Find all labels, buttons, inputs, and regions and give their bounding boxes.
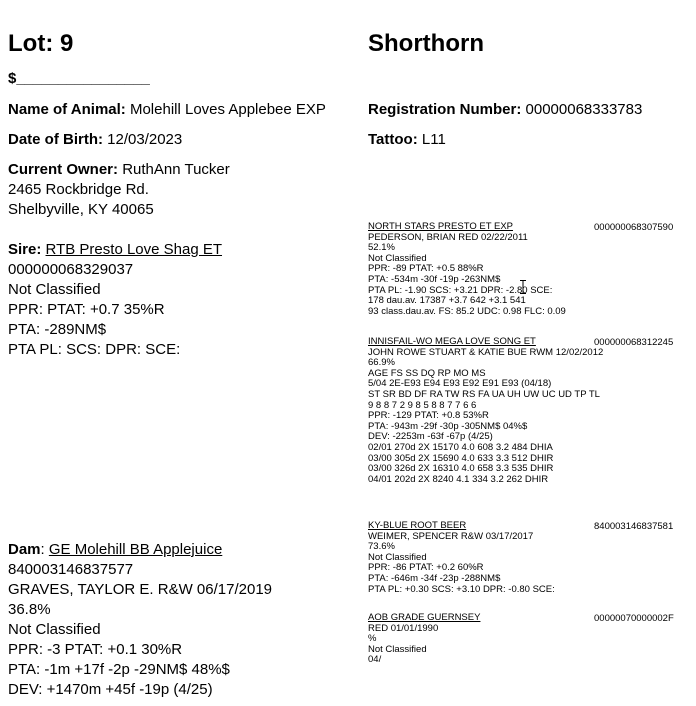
sire-dam-block [368,337,603,485]
dam-sire-line: Not Classified [368,551,427,563]
dam-dam-line: 04/ [368,654,382,666]
dob-label: Date of Birth: [8,131,103,148]
owner-block [8,160,230,220]
animal-name-label: Name of Animal: [8,101,126,118]
dam-label: Dam [8,541,41,558]
dam-block: Dam: GE Molehill BB Applejuice 840003146837577 GRAVES, TAYLOR E. R&W 06/17/2019 36.8% Not Classified PPR: -3 PTAT: +0.1 30%R PTA: -1m +17f -2p -29NM$ 48%$ DEV: +1470m +45f -19p (4/25) [8,541,273,698]
sire-dam-line: PTA: -943m -29f -30p -305NM$ 04%$ [368,420,528,432]
registration-label: Registration Number: [368,101,522,118]
sire-name: RTB Presto Love Shag ET [45,241,223,258]
sire-dam-line: 5/04 2E-E93 E94 E93 E92 E91 E93 (04/18) [368,378,552,390]
animal-name-row [8,100,326,120]
dam-sire-registration: 840003146837581 [594,521,674,532]
owner-name: RuthAnn Tucker [122,161,230,178]
sire-dam-line: 66.9% [368,357,395,369]
text-cursor-icon [520,280,526,294]
dam-sire-line: PTA PL: +0.30 SCS: +3.10 DPR: -0.80 SCE: [368,583,555,595]
sire-dam-line: JOHN ROWE STUART & KATIE BUE RWM 12/02/2012 [368,346,604,358]
sire-dam-line: 03/00 326d 2X 16310 4.0 658 3.3 535 DHIR [368,463,554,475]
price-line: $________________ [8,70,150,87]
sire-dam-line: 03/00 305d 2X 15690 4.0 633 3.3 512 DHIR [368,452,554,464]
dam-sire-line: PTA: -646m -34f -23p -288NM$ [368,572,501,584]
dob-value: 12/03/2023 [107,131,183,148]
sire-dam-line: 04/01 202d 2X 8240 4.1 334 3.2 262 DHIR [368,473,549,485]
breed-title: Shorthorn [368,30,484,57]
dam-dam-line: RED 01/01/1990 [368,622,439,634]
sire-sire-line: 178 dau.av. 17387 +3.7 642 +3.1 541 [368,295,526,307]
dam-dam-registration: 00000070000002F [594,613,674,624]
sire-sire-line: Not Classified [368,252,427,264]
sire-sire-registration: 000000068307590 [594,222,674,233]
owner-address-line1: 2465 Rockbridge Rd. [8,181,149,198]
dam-sire-line: 73.6% [368,541,395,553]
sire-dam-line: 02/01 270d 2X 15170 4.0 608 3.2 484 DHIA [368,441,553,453]
dam-name: GE Molehill BB Applejuice [48,541,223,558]
dam-sire-line: PPR: -86 PTAT: +0.2 60%R [368,562,484,574]
dam-sire-block [368,521,555,595]
sire-registration: 000000068329037 [8,261,134,278]
dam-sire-line: WEIMER, SPENCER R&W 03/17/2017 [368,530,534,542]
dob-row [8,130,182,150]
sire-dam-name: INNISFAIL-WO MEGA LOVE SONG ET [368,336,536,347]
dam-ppr: PPR: -3 PTAT: +0.1 30%R [8,641,183,658]
registration-row [368,100,642,120]
sire-sire-line: PTA: -534m -30f -19p -263NM$ [368,273,501,285]
sire-dam-line: ST SR BD DF RA TW RS FA UA UH UW UC UD TP TL [368,388,600,400]
registration-number: 00000068333783 [525,101,643,118]
sire-dam-line: PPR: -129 PTAT: +0.8 53%R [368,410,489,422]
sire-dam-line: AGE FS SS DQ RP MO MS [368,367,486,379]
sire-sire-name: NORTH STARS PRESTO ET EXP [368,221,513,232]
sire-label: Sire: [8,241,42,258]
owner-address-line2: Shelbyville, KY 40065 [8,201,154,218]
dam-pta: PTA: -1m +17f -2p -29NM$ 48%$ [8,661,230,678]
dam-dam-line: Not Classified [368,643,427,655]
sire-sire-line: 93 class.dau.av. FS: 85.2 UDC: 0.98 FLC: 0.09 [368,305,566,317]
dam-sire-name: KY-BLUE ROOT BEER [368,520,467,531]
sire-classification: Not Classified [8,281,101,298]
animal-name: Molehill Loves Applebee EXP [129,101,326,118]
sire-pta: PTA: -289NM$ [8,321,107,338]
sire-sire-block [368,222,566,317]
dam-dam-block [368,613,480,666]
dam-registration: 840003146837577 [8,561,134,578]
sire-dam-registration: 000000068312245 [594,337,674,348]
tattoo-row [368,130,446,150]
sire-sire-line: PPR: -89 PTAT: +0.5 88%R [368,263,484,275]
sire-sire-line: PEDERSON, BRIAN RED 02/22/2011 [368,231,528,243]
dam-breeder: GRAVES, TAYLOR E. R&W 06/17/2019 [8,581,273,598]
lot-number: Lot: 9 [8,30,74,57]
dam-classification: Not Classified [8,621,101,638]
sire-sire-line: 52.1% [368,242,395,254]
dam-percent: 36.8% [8,601,51,618]
sire-sire-line: PTA PL: -1.90 SCS: +3.21 DPR: -2.80 SCE: [368,284,553,296]
sire-ppr: PPR: PTAT: +0.7 35%R [8,301,165,318]
owner-label: Current Owner: [8,161,119,178]
sire-dam-line: DEV: -2253m -63f -67p (4/25) [368,431,493,443]
sire-dam-line: 9 8 8 7 2 9 8 5 8 8 7 7 6 6 [368,399,477,411]
tattoo-value: L11 [421,131,446,148]
sire-pta-pl: PTA PL: SCS: DPR: SCE: [8,341,181,358]
dam-dev: DEV: +1470m +45f -19p (4/25) [8,681,213,698]
dam-dam-line: % [368,633,377,645]
tattoo-label: Tattoo: [368,131,418,148]
sire-block [8,240,222,360]
dam-dam-name: AOB GRADE GUERNSEY [368,612,481,623]
